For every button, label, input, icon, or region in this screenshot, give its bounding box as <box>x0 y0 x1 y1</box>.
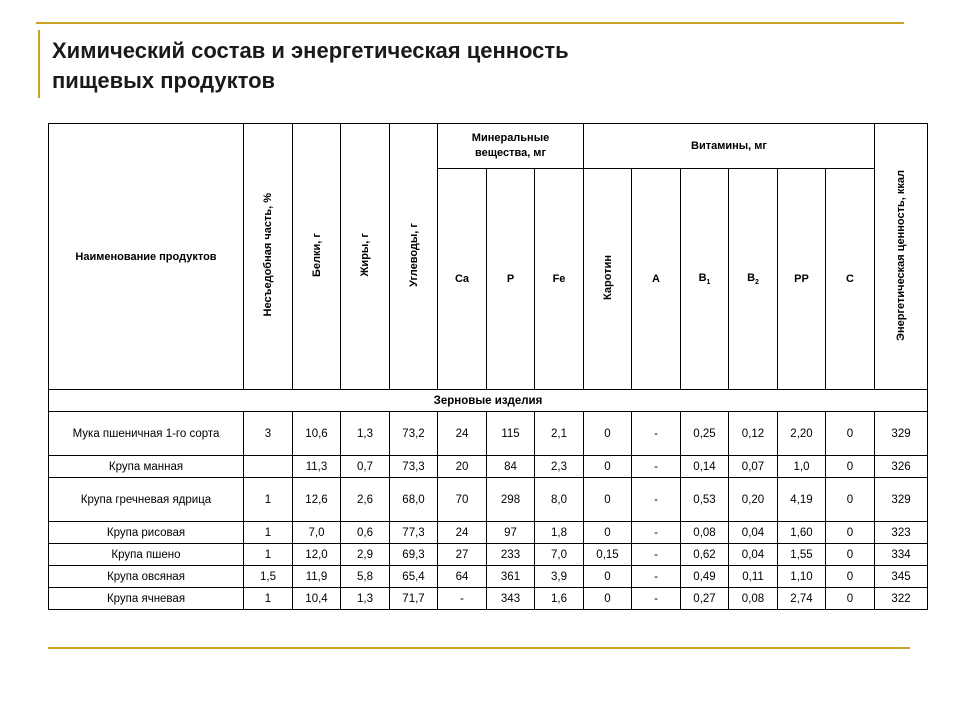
cell-p: 361 <box>487 566 535 588</box>
cell-c: 0 <box>826 456 875 478</box>
cell-p: 97 <box>487 522 535 544</box>
table-row <box>49 456 928 478</box>
cell-ca: 20 <box>438 456 487 478</box>
cell-waste: 1,5 <box>244 566 293 588</box>
cell-b1: 0,25 <box>681 412 729 456</box>
col-header-waste: Несъедобная часть, % <box>244 124 293 390</box>
cell-pp: 4,19 <box>778 478 826 522</box>
cell-carotene: 0 <box>584 522 632 544</box>
cell-protein: 11,9 <box>293 566 341 588</box>
cell-energy: 322 <box>875 588 928 610</box>
col-header-name: Наименование продуктов <box>49 124 244 390</box>
title-line-2: пищевых продуктов <box>52 68 276 93</box>
cell-a: - <box>632 456 681 478</box>
cell-energy: 326 <box>875 456 928 478</box>
cell-protein: 10,4 <box>293 588 341 610</box>
cell-ca: 24 <box>438 412 487 456</box>
cell-protein: 10,6 <box>293 412 341 456</box>
cell-waste: 1 <box>244 544 293 566</box>
cell-energy: 345 <box>875 566 928 588</box>
cell-ca: 64 <box>438 566 487 588</box>
cell-fe: 8,0 <box>535 478 584 522</box>
cell-name: Крупа манная <box>49 456 244 478</box>
col-header-fat: Жиры, г <box>341 124 390 390</box>
cell-carbs: 77,3 <box>390 522 438 544</box>
cell-b2: 0,12 <box>729 412 778 456</box>
cell-b2: 0,07 <box>729 456 778 478</box>
table-row <box>49 544 928 566</box>
cell-b2: 0,08 <box>729 588 778 610</box>
cell-a: - <box>632 522 681 544</box>
col-header-carbs: Углеводы, г <box>390 124 438 390</box>
cell-waste: 3 <box>244 412 293 456</box>
cell-p: 115 <box>487 412 535 456</box>
cell-name: Крупа пшено <box>49 544 244 566</box>
cell-carotene: 0 <box>584 412 632 456</box>
table-row <box>49 566 928 588</box>
cell-carbs: 68,0 <box>390 478 438 522</box>
cell-b2: 0,11 <box>729 566 778 588</box>
cell-fe: 2,3 <box>535 456 584 478</box>
col-header-protein: Белки, г <box>293 124 341 390</box>
section-title: Зерновые изделия <box>49 390 928 412</box>
cell-pp: 1,10 <box>778 566 826 588</box>
cell-fat: 0,7 <box>341 456 390 478</box>
cell-c: 0 <box>826 522 875 544</box>
cell-b1: 0,53 <box>681 478 729 522</box>
cell-a: - <box>632 478 681 522</box>
cell-p: 343 <box>487 588 535 610</box>
cell-fat: 2,6 <box>341 478 390 522</box>
cell-b1: 0,27 <box>681 588 729 610</box>
cell-a: - <box>632 588 681 610</box>
table-row <box>49 522 928 544</box>
col-header-fe: Fe <box>535 169 584 390</box>
cell-pp: 2,74 <box>778 588 826 610</box>
cell-fe: 1,6 <box>535 588 584 610</box>
cell-c: 0 <box>826 544 875 566</box>
page-title <box>52 36 892 96</box>
col-header-a: А <box>632 169 681 390</box>
cell-name: Крупа ячневая <box>49 588 244 610</box>
cell-carotene: 0 <box>584 456 632 478</box>
cell-pp: 1,60 <box>778 522 826 544</box>
top-divider <box>36 22 904 24</box>
food-composition-table <box>48 123 928 610</box>
cell-pp: 1,55 <box>778 544 826 566</box>
cell-b1: 0,49 <box>681 566 729 588</box>
cell-fe: 1,8 <box>535 522 584 544</box>
cell-b2: 0,04 <box>729 522 778 544</box>
cell-fe: 3,9 <box>535 566 584 588</box>
cell-energy: 329 <box>875 412 928 456</box>
col-header-carotene: Каротин <box>584 169 632 390</box>
cell-pp: 2,20 <box>778 412 826 456</box>
cell-carbs: 73,2 <box>390 412 438 456</box>
col-header-c: С <box>826 169 875 390</box>
cell-fat: 1,3 <box>341 588 390 610</box>
cell-energy: 334 <box>875 544 928 566</box>
cell-fat: 1,3 <box>341 412 390 456</box>
cell-protein: 11,3 <box>293 456 341 478</box>
cell-b1: 0,08 <box>681 522 729 544</box>
cell-carotene: 0,15 <box>584 544 632 566</box>
cell-ca: - <box>438 588 487 610</box>
col-header-b1: $В_1$ <box>681 169 729 390</box>
cell-c: 0 <box>826 588 875 610</box>
cell-name: Крупа рисовая <box>49 522 244 544</box>
cell-fat: 0,6 <box>341 522 390 544</box>
cell-b1: 0,62 <box>681 544 729 566</box>
col-header-energy: Энергетическая ценность, ккал <box>875 124 928 390</box>
col-header-ca: Ca <box>438 169 487 390</box>
cell-waste: 1 <box>244 522 293 544</box>
left-accent-bar <box>38 30 40 98</box>
cell-carbs: 65,4 <box>390 566 438 588</box>
cell-waste <box>244 456 293 478</box>
cell-carbs: 71,7 <box>390 588 438 610</box>
cell-b2: 0,04 <box>729 544 778 566</box>
header-row-1 <box>49 124 928 169</box>
cell-fe: 2,1 <box>535 412 584 456</box>
cell-protein: 12,6 <box>293 478 341 522</box>
col-header-b2: $В_2$ <box>729 169 778 390</box>
table-row <box>49 412 928 456</box>
cell-name: Крупа овсяная <box>49 566 244 588</box>
cell-b2: 0,20 <box>729 478 778 522</box>
col-header-pp: РР <box>778 169 826 390</box>
cell-p: 233 <box>487 544 535 566</box>
cell-fat: 2,9 <box>341 544 390 566</box>
cell-b1: 0,14 <box>681 456 729 478</box>
cell-c: 0 <box>826 478 875 522</box>
cell-a: - <box>632 566 681 588</box>
cell-a: - <box>632 412 681 456</box>
cell-protein: 7,0 <box>293 522 341 544</box>
cell-c: 0 <box>826 566 875 588</box>
cell-carbs: 69,3 <box>390 544 438 566</box>
cell-carbs: 73,3 <box>390 456 438 478</box>
cell-waste: 1 <box>244 478 293 522</box>
cell-ca: 24 <box>438 522 487 544</box>
cell-waste: 1 <box>244 588 293 610</box>
col-group-minerals: Минеральные вещества, мг <box>438 124 584 169</box>
section-row <box>49 390 928 412</box>
cell-a: - <box>632 544 681 566</box>
title-line-1: Химический состав и энергетическая ценность <box>52 38 569 63</box>
cell-ca: 27 <box>438 544 487 566</box>
cell-p: 84 <box>487 456 535 478</box>
table-row <box>49 478 928 522</box>
cell-fat: 5,8 <box>341 566 390 588</box>
cell-energy: 329 <box>875 478 928 522</box>
cell-carotene: 0 <box>584 566 632 588</box>
cell-p: 298 <box>487 478 535 522</box>
col-header-p: P <box>487 169 535 390</box>
cell-fe: 7,0 <box>535 544 584 566</box>
cell-carotene: 0 <box>584 478 632 522</box>
table-row <box>49 588 928 610</box>
col-group-vitamins: Витамины, мг <box>584 124 875 169</box>
cell-name: Крупа гречневая ядрица <box>49 478 244 522</box>
bottom-divider <box>48 647 910 649</box>
cell-name: Мука пшеничная 1-го сорта <box>49 412 244 456</box>
cell-c: 0 <box>826 412 875 456</box>
cell-protein: 12,0 <box>293 544 341 566</box>
cell-ca: 70 <box>438 478 487 522</box>
cell-pp: 1,0 <box>778 456 826 478</box>
cell-energy: 323 <box>875 522 928 544</box>
cell-carotene: 0 <box>584 588 632 610</box>
